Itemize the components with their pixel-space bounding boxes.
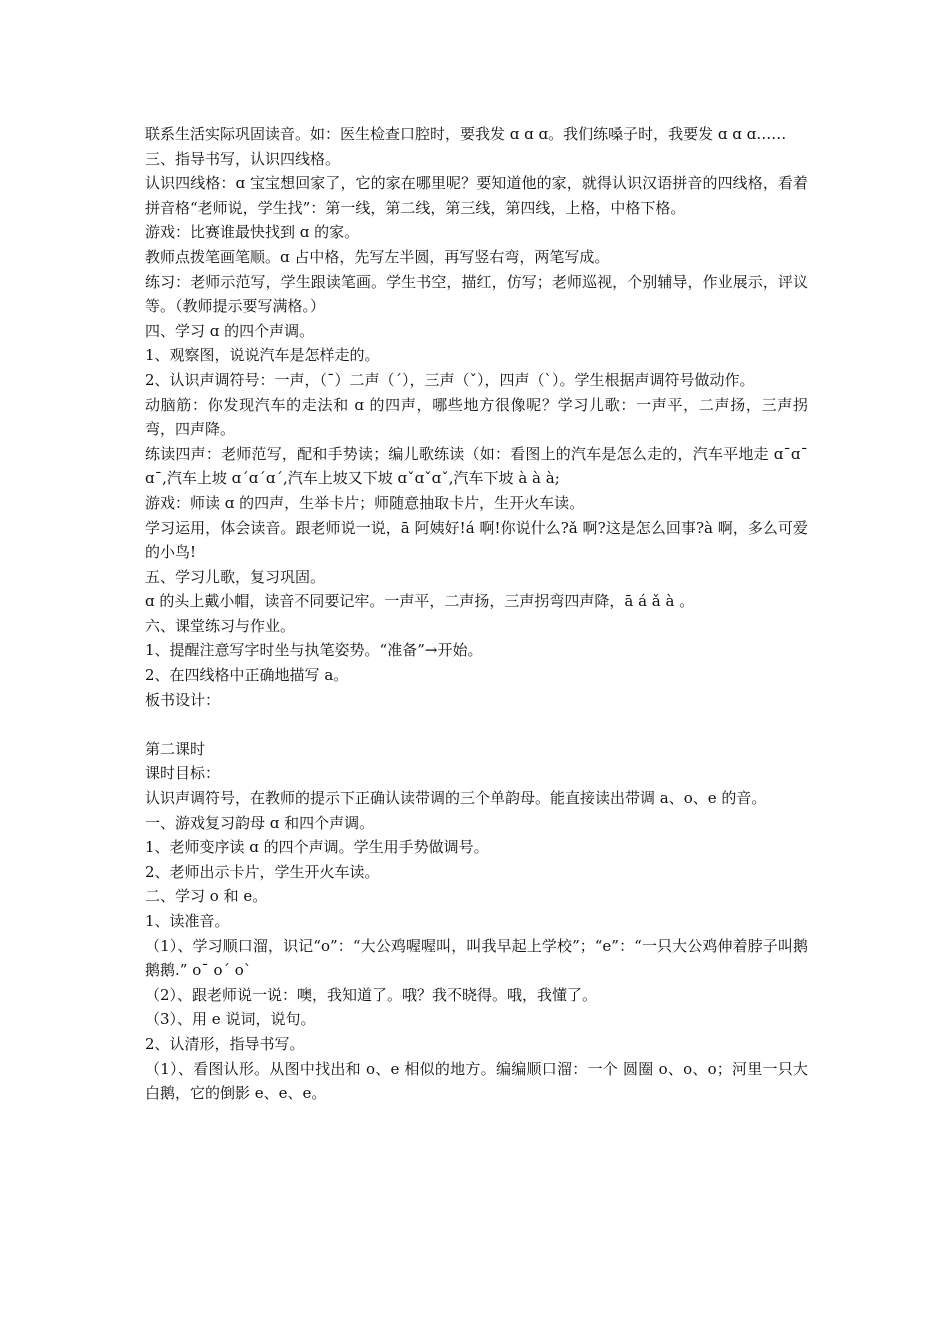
heading-section-5: 五、学习儿歌，复习巩固。 — [145, 567, 326, 586]
heading-section-4: 四、学习 ɑ 的四个声调。 — [145, 321, 315, 340]
heading-second-lesson: 第二课时 — [145, 739, 206, 758]
paragraph-practice-tones: 练读四声：老师范写，配和手势读；编儿歌练读（如：看图上的汽车是怎么走的，汽车平地走 ɑˉɑˉɑˉ,汽车上坡 ɑˊɑˊɑˊ,汽车上坡又下坡 ɑˇɑˇɑˇ,汽车下坡 à à à; — [145, 444, 808, 488]
heading-section-3: 三、指导书写，认识四线格。 — [145, 149, 341, 168]
paragraph-show-cards: 2、老师出示卡片，学生开火车读。 — [145, 862, 380, 881]
paragraph-review-sound: 联系生活实际巩固读音。如：医生检查口腔时，要我发 ɑ ɑ ɑ。我们练嗓子时，我要发 ɑ ɑ ɑ…… — [145, 125, 787, 143]
paragraph-game-cards: 游戏：师读 ɑ 的四声，生举卡片；师随意抽取卡片，生开火车读。 — [145, 493, 585, 512]
heading-review-game: 一、游戏复习韵母 ɑ 和四个声调。 — [145, 813, 375, 832]
paragraph-stroke-order: 教师点拨笔画笔顺。ɑ 占中格，先写左半圆，再写竖右弯，两笔写成。 — [145, 247, 610, 266]
paragraph-say-with-teacher: （2）、跟老师说一说：噢，我知道了。哦？我不晓得。哦，我懂了。 — [145, 985, 598, 1004]
paragraph-use-e: （3）、用 e 说词，说句。 — [145, 1010, 316, 1029]
paragraph-lesson-goal: 认识声调符号，在教师的提示下正确认读带调的三个单韵母。能直接读出带调 a、o、e 的音。 — [145, 789, 767, 808]
paragraph-four-line-grid: 认识四线格：ɑ 宝宝想回家了，它的家在哪里呢？要知道他的家，就得认识汉语拼音的四线格，看着拼音格“老师说，学生找”：第一线，第二线，第三线，第四线，上格，中格下格。 — [145, 174, 808, 217]
paragraph-tone-marks: 2、认识声调符号：一声，（ˉ）二声（ˊ），三声（ˇ），四声（ˋ）。学生根据声调符号做动作。 — [145, 370, 755, 389]
paragraph-reorder-tones: 1、老师变序读 ɑ 的四个声调。学生用手势做调号。 — [145, 838, 489, 857]
heading-section-6: 六、课堂练习与作业。 — [145, 616, 296, 635]
document-page — [145, 122, 808, 1106]
paragraph-think: 动脑筋：你发现汽车的走法和 ɑ 的四声，哪些地方很像呢？学习儿歌：一声平，二声扬，三声拐弯，四声降。 — [145, 395, 808, 439]
paragraph-practice: 练习：老师示范写，学生跟读笔画。学生书空，描红，仿写；老师巡视，个别辅导，作业展示，评议等。（教师提示要写满格。） — [145, 272, 808, 316]
blank-line — [145, 712, 808, 737]
paragraph-observe-picture: 1、观察图，说说汽车是怎样走的。 — [145, 346, 380, 365]
paragraph-game-find-home: 游戏：比赛谁最快找到 ɑ 的家。 — [145, 223, 360, 242]
paragraph-recognize-shape: 2、认清形，指导书写。 — [145, 1034, 305, 1053]
paragraph-trace-a: 2、在四线格中正确地描写 a。 — [145, 666, 349, 685]
paragraph-posture: 1、提醒注意写字时坐与执笔姿势。“准备”→开始。 — [145, 641, 483, 660]
paragraph-lesson-goal-label: 课时目标： — [145, 764, 221, 783]
paragraph-rhyme-o-e: （1）、学习顺口溜，识记“o”：“大公鸡喔喔叫，叫我早起上学校”；“e”：“一只大公鸡伸着脖子叫鹅鹅鹅.” oˉ oˊ oˋ — [145, 936, 808, 980]
paragraph-apply: 学习运用，体会读音。跟老师说一说，ā 阿姨好!á 啊!你说什么?ǎ 啊?这是怎么回事?à 啊，多么可爱的小鸟! — [145, 518, 808, 562]
paragraph-board-design: 板书设计： — [145, 690, 221, 709]
heading-learn-o-e: 二、学习 o 和 e。 — [145, 887, 268, 906]
paragraph-read-accurately: 1、读准音。 — [145, 912, 230, 930]
paragraph-look-picture: （1）、看图认形。从图中找出和 o、e 相似的地方。编编顺口溜：一个 圆圈 o、o、o；河里一只大白鹅，它的倒影 e、e、e。 — [145, 1059, 808, 1103]
paragraph-nursery-rhyme: ɑ 的头上戴小帽，读音不同要记牢。一声平，二声扬，三声拐弯四声降，ā á ǎ à 。 — [145, 592, 695, 611]
